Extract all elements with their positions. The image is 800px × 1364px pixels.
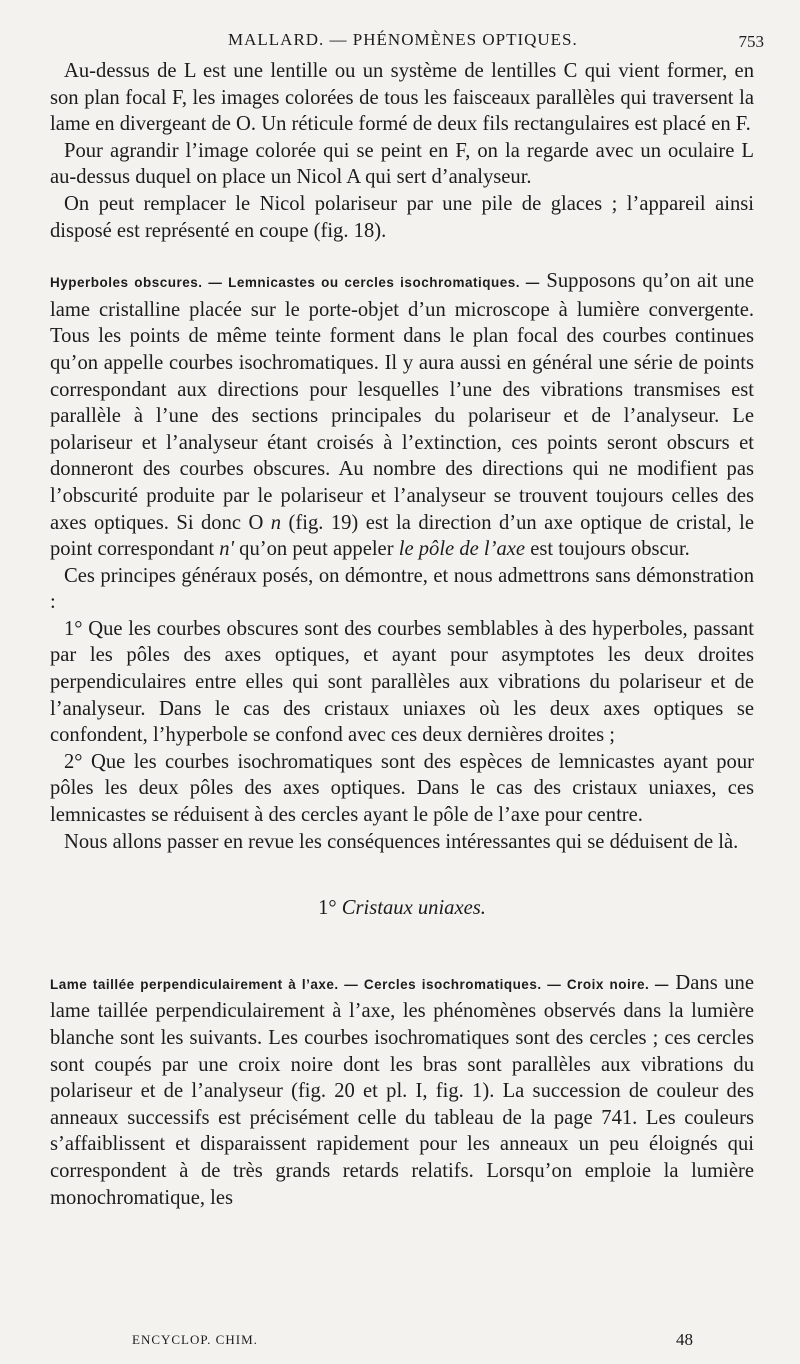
running-head [0,30,800,56]
text-segment: est toujours obscur. [530,538,690,561]
footer-signature: ENCYCLOP. CHIM. [132,1332,258,1347]
text-segment: (fig. 19) est la direction d’un axe optique de cristal, le point correspondant [50,511,754,561]
spacer [50,244,754,268]
body-text [50,58,754,1211]
running-title: MALLARD. — PHÉNOMÈNES OPTIQUES. [228,30,578,49]
text-segment: qu’on peut appeler [239,538,394,561]
run-in-heading-lame: Lame taillée perpendiculairement à l’axe. — Cercles isochromatiques. — Croix noire. — [50,976,669,992]
symbol-n-prime: n' [219,538,234,561]
section-heading [50,895,754,922]
paragraph-2: Pour agrandir l’image colorée qui se peint en F, on la regarde avec un oculaire L au-dessus duquel on place un Nicol A qui sert d’analyseur. [50,139,754,189]
footer-signature-number: 48 [676,1330,693,1349]
paragraph-principes: Ces principes généraux posés, on démontre, et nous admettrons sans démonstration : [50,564,754,614]
paragraph-1: Au-dessus de L est une lentille ou un système de lentilles C qui vient former, en son plan focal F, les images colorées de tous les faisceaux parallèles qui traversent la lame en divergeant de O. Un réticule formé de deux fils rectangulaires est placé en F. [50,60,754,136]
run-in-heading-hyperboles: Hyperboles obscures. — Lemnicastes ou cercles isochromatiques. — [50,275,540,291]
text-segment: Supposons qu’on ait une lame cristalline placée sur le porte-objet d’un microscope à lumière convergente. Tous les points de même teinte forment dans le plan focal des courbes continues qu’on appelle courbes isochromatiques. Il y aura aussi en général une série de points correspondant aux directions pour lesquelles l’une des vibrations transmises est parallèle à l’une des sections principales du polariseur et de l’analyseur. Le polariseur et l’analyseur étant croisés à l’extinction, ces points seront obscurs et donneront des courbes obscures. Au nombre des directions qui ne modifient pas l’obscurité produite par le polariseur et l’analyseur se trouvent toujours celles des axes optiques. Si donc O [50,270,755,534]
page-number: 753 [738,32,764,51]
paragraph-point-1: 1° Que les courbes obscures sont des courbes semblables à des hyperboles, passant par les pôles des axes optiques, et ayant pour asymptotes les deux droites perpendiculaires entre elles qui sont parallèles aux vibrations du polariseur et de l’analyseur. Dans le cas des cristaux uniaxes où les deux axes optiques se confondent, l’hyperbole se confond avec ces deux dernières droites ; [50,617,754,747]
paragraph-hyperboles [50,268,754,563]
section-title: Cristaux uniaxes. [341,897,486,920]
paragraph-point-2: 2° Que les courbes isochromatiques sont des espèces de lemnicastes ayant pour pôles les deux pôles des axes optiques. Dans le cas des cristaux uniaxes, ces lemnicastes se réduisent à des cercles ayant le pôle de l’axe pour centre. [50,750,754,827]
symbol-n: n [270,511,282,534]
paragraph-lame-taillee [50,970,754,1211]
paragraph-consequences: Nous allons passer en revue les conséquences intéressantes qui se déduisent de là. [64,830,739,853]
paragraph-3: On peut remplacer le Nicol polariseur par une pile de glaces ; l’appareil ainsi disposé est représenté en coupe (fig. 18). [50,192,754,242]
term-pole-de-l-axe: le pôle de l’axe [398,538,526,561]
page-footer [0,1330,800,1354]
section-number: 1° [318,897,337,920]
text-segment: Dans une lame taillée perpendiculairement à l’axe, les phénomènes observés dans la lumière blanche sont les suivants. Les courbes isochromatiques sont des cercles ; ces cercles sont coupés par une croix noire dont les bras sont parallèles aux vibrations du polariseur et de l’analyseur (fig. 20 et pl. I, fig. 1). La succession de couleur des anneaux successifs est précisément celle du tableau de la page 741. Les couleurs s’affaiblissent et disparaissent rapidement pour les anneaux un peu éloignés qui correspondent à de très grands retards relatifs. Lorsqu’on emploie la lumière monochromatique, les [50,971,754,1209]
